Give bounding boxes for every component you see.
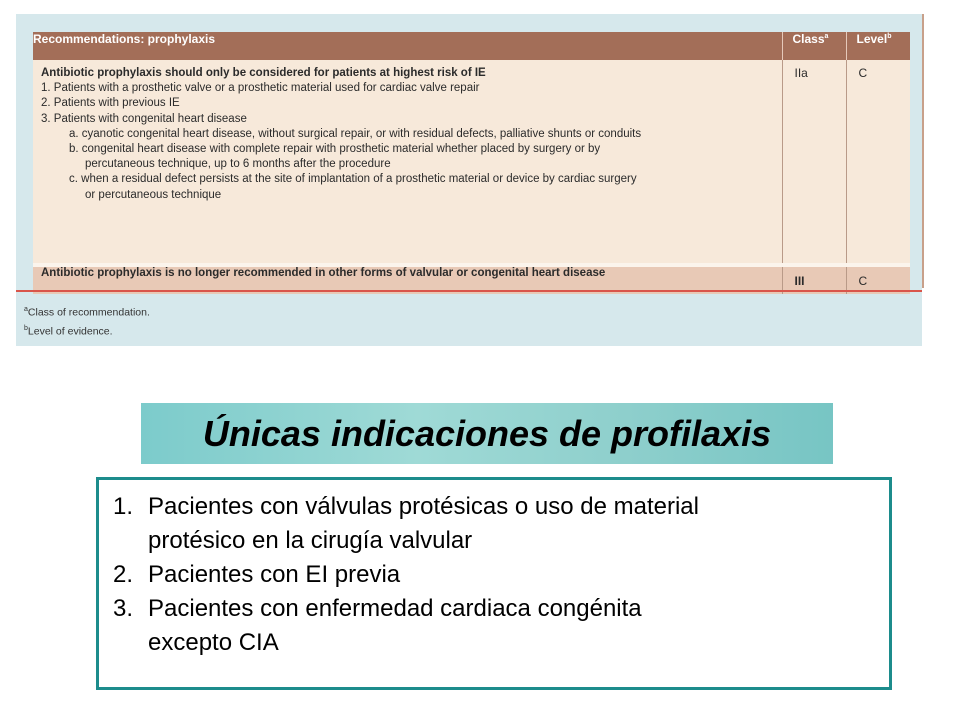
row1-item-1: 1. Patients with a prosthetic valve or a prosthetic material used for cardiac valve repair xyxy=(41,82,480,95)
slide-title-band xyxy=(141,403,833,464)
header-level: Level$^b$ xyxy=(846,32,910,60)
guideline-table-figure xyxy=(16,14,922,346)
row2-class: III xyxy=(782,267,846,294)
row1-subitem-a: a. cyanotic congenital heart disease, without surgical repair, or with residual defects, palliative shunts or conduits xyxy=(69,127,642,140)
row1-subitem-b-cont: percutaneous technique, up to 6 months after the procedure xyxy=(85,158,391,171)
row1-text-cell xyxy=(33,60,782,263)
list-item: 1. Pacientes con válvulas protésicas o uso de material protésico en la cirugía valvular xyxy=(113,493,699,554)
indications-list xyxy=(113,490,883,660)
table-bottom-rule xyxy=(16,290,922,292)
table-header-row xyxy=(33,32,910,60)
slide-title: Únicas indicaciones de profilaxis xyxy=(202,413,772,454)
footnote-a: $^a$Class of recommendation. xyxy=(24,306,150,319)
header-title: Recommendations: prophylaxis xyxy=(33,32,782,60)
table-row-prophylaxis xyxy=(33,60,910,263)
row1-item-3: 3. Patients with congenital heart disease xyxy=(41,112,247,125)
footnote-b: $^b$Level of evidence. xyxy=(24,324,113,337)
list-item: 2. Pacientes con EI previa xyxy=(113,561,401,588)
row1-item-2: 2. Patients with previous IE xyxy=(41,97,180,110)
recommendations-table xyxy=(33,32,910,294)
row1-level: C xyxy=(846,60,910,263)
header-class: Class$^a$ xyxy=(782,32,846,60)
row1-subitem-b: b. congenital heart disease with complete repair with prosthetic material whether placed by surgery or by xyxy=(69,143,601,156)
row1-heading: Antibiotic prophylaxis should only be considered for patients at highest risk of IE xyxy=(41,67,486,79)
row2-text: Antibiotic prophylaxis is no longer recommended in other forms of valvular or congenital heart disease xyxy=(41,267,606,279)
row1-subitem-c: c. when a residual defect persists at the site of implantation of a prosthetic material or device by cardiac surgery xyxy=(69,173,637,186)
row1-subitem-c-cont: or percutaneous technique xyxy=(85,188,222,201)
row1-class: IIa xyxy=(782,60,846,263)
list-item: 3. Pacientes con enfermedad cardiaca congénita excepto CIA xyxy=(113,595,642,656)
table-footnotes xyxy=(24,302,150,339)
indications-list-box xyxy=(96,477,892,690)
row2-level: C xyxy=(846,267,910,294)
